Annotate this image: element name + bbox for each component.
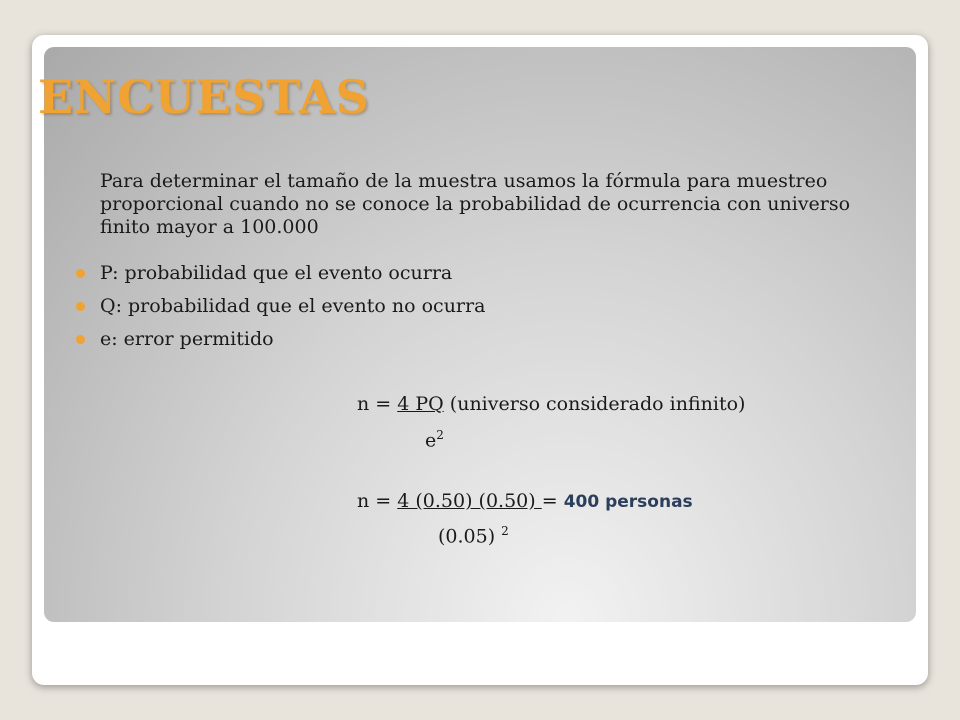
formula-1-denominator-exp: 2 — [436, 428, 444, 442]
bullet-label: P: probabilidad que el evento ocurra — [100, 262, 453, 284]
slide-title: ENCUESTAS — [38, 70, 370, 124]
formula-2-result: 400 personas — [563, 492, 693, 512]
formula-1-prefix: n = — [357, 393, 398, 415]
bullet-dot-icon — [76, 302, 85, 311]
bullet-item-e — [76, 326, 485, 359]
formula-2-prefix: n = — [357, 490, 398, 512]
formula-2-denominator-exp: 2 — [501, 524, 509, 538]
formula-2-numerator: 4 (0.50) (0.50) — [397, 490, 542, 512]
bullet-dot-icon — [76, 335, 85, 344]
bullet-label: Q: probabilidad que el evento no ocurra — [100, 295, 486, 317]
bullet-dot-icon — [76, 269, 85, 278]
slide-frame — [32, 35, 928, 685]
intro-paragraph: Para determinar el tamaño de la muestra usamos la fórmula para muestreo proporcional cuando no se conoce la probabilidad de ocurrencia con universo finito mayor a 100.000 — [100, 170, 851, 238]
formula-2-equals: = — [541, 490, 564, 512]
bullet-list — [76, 260, 485, 359]
formula-1-line — [357, 393, 745, 415]
formula-1-numerator: 4 PQ — [397, 393, 444, 415]
formula-2-denominator-base: (0.05) — [438, 525, 502, 548]
formula-2-line — [357, 490, 693, 512]
bullet-label: e: error permitido — [100, 328, 274, 350]
formula-2-denominator — [438, 524, 509, 547]
formula-1-suffix: (universo considerado infinito) — [443, 393, 746, 415]
bullet-item-p — [76, 260, 485, 293]
bullet-item-q — [76, 293, 485, 326]
formula-1-denominator-base: e — [425, 429, 437, 452]
formula-1-denominator — [425, 428, 444, 451]
